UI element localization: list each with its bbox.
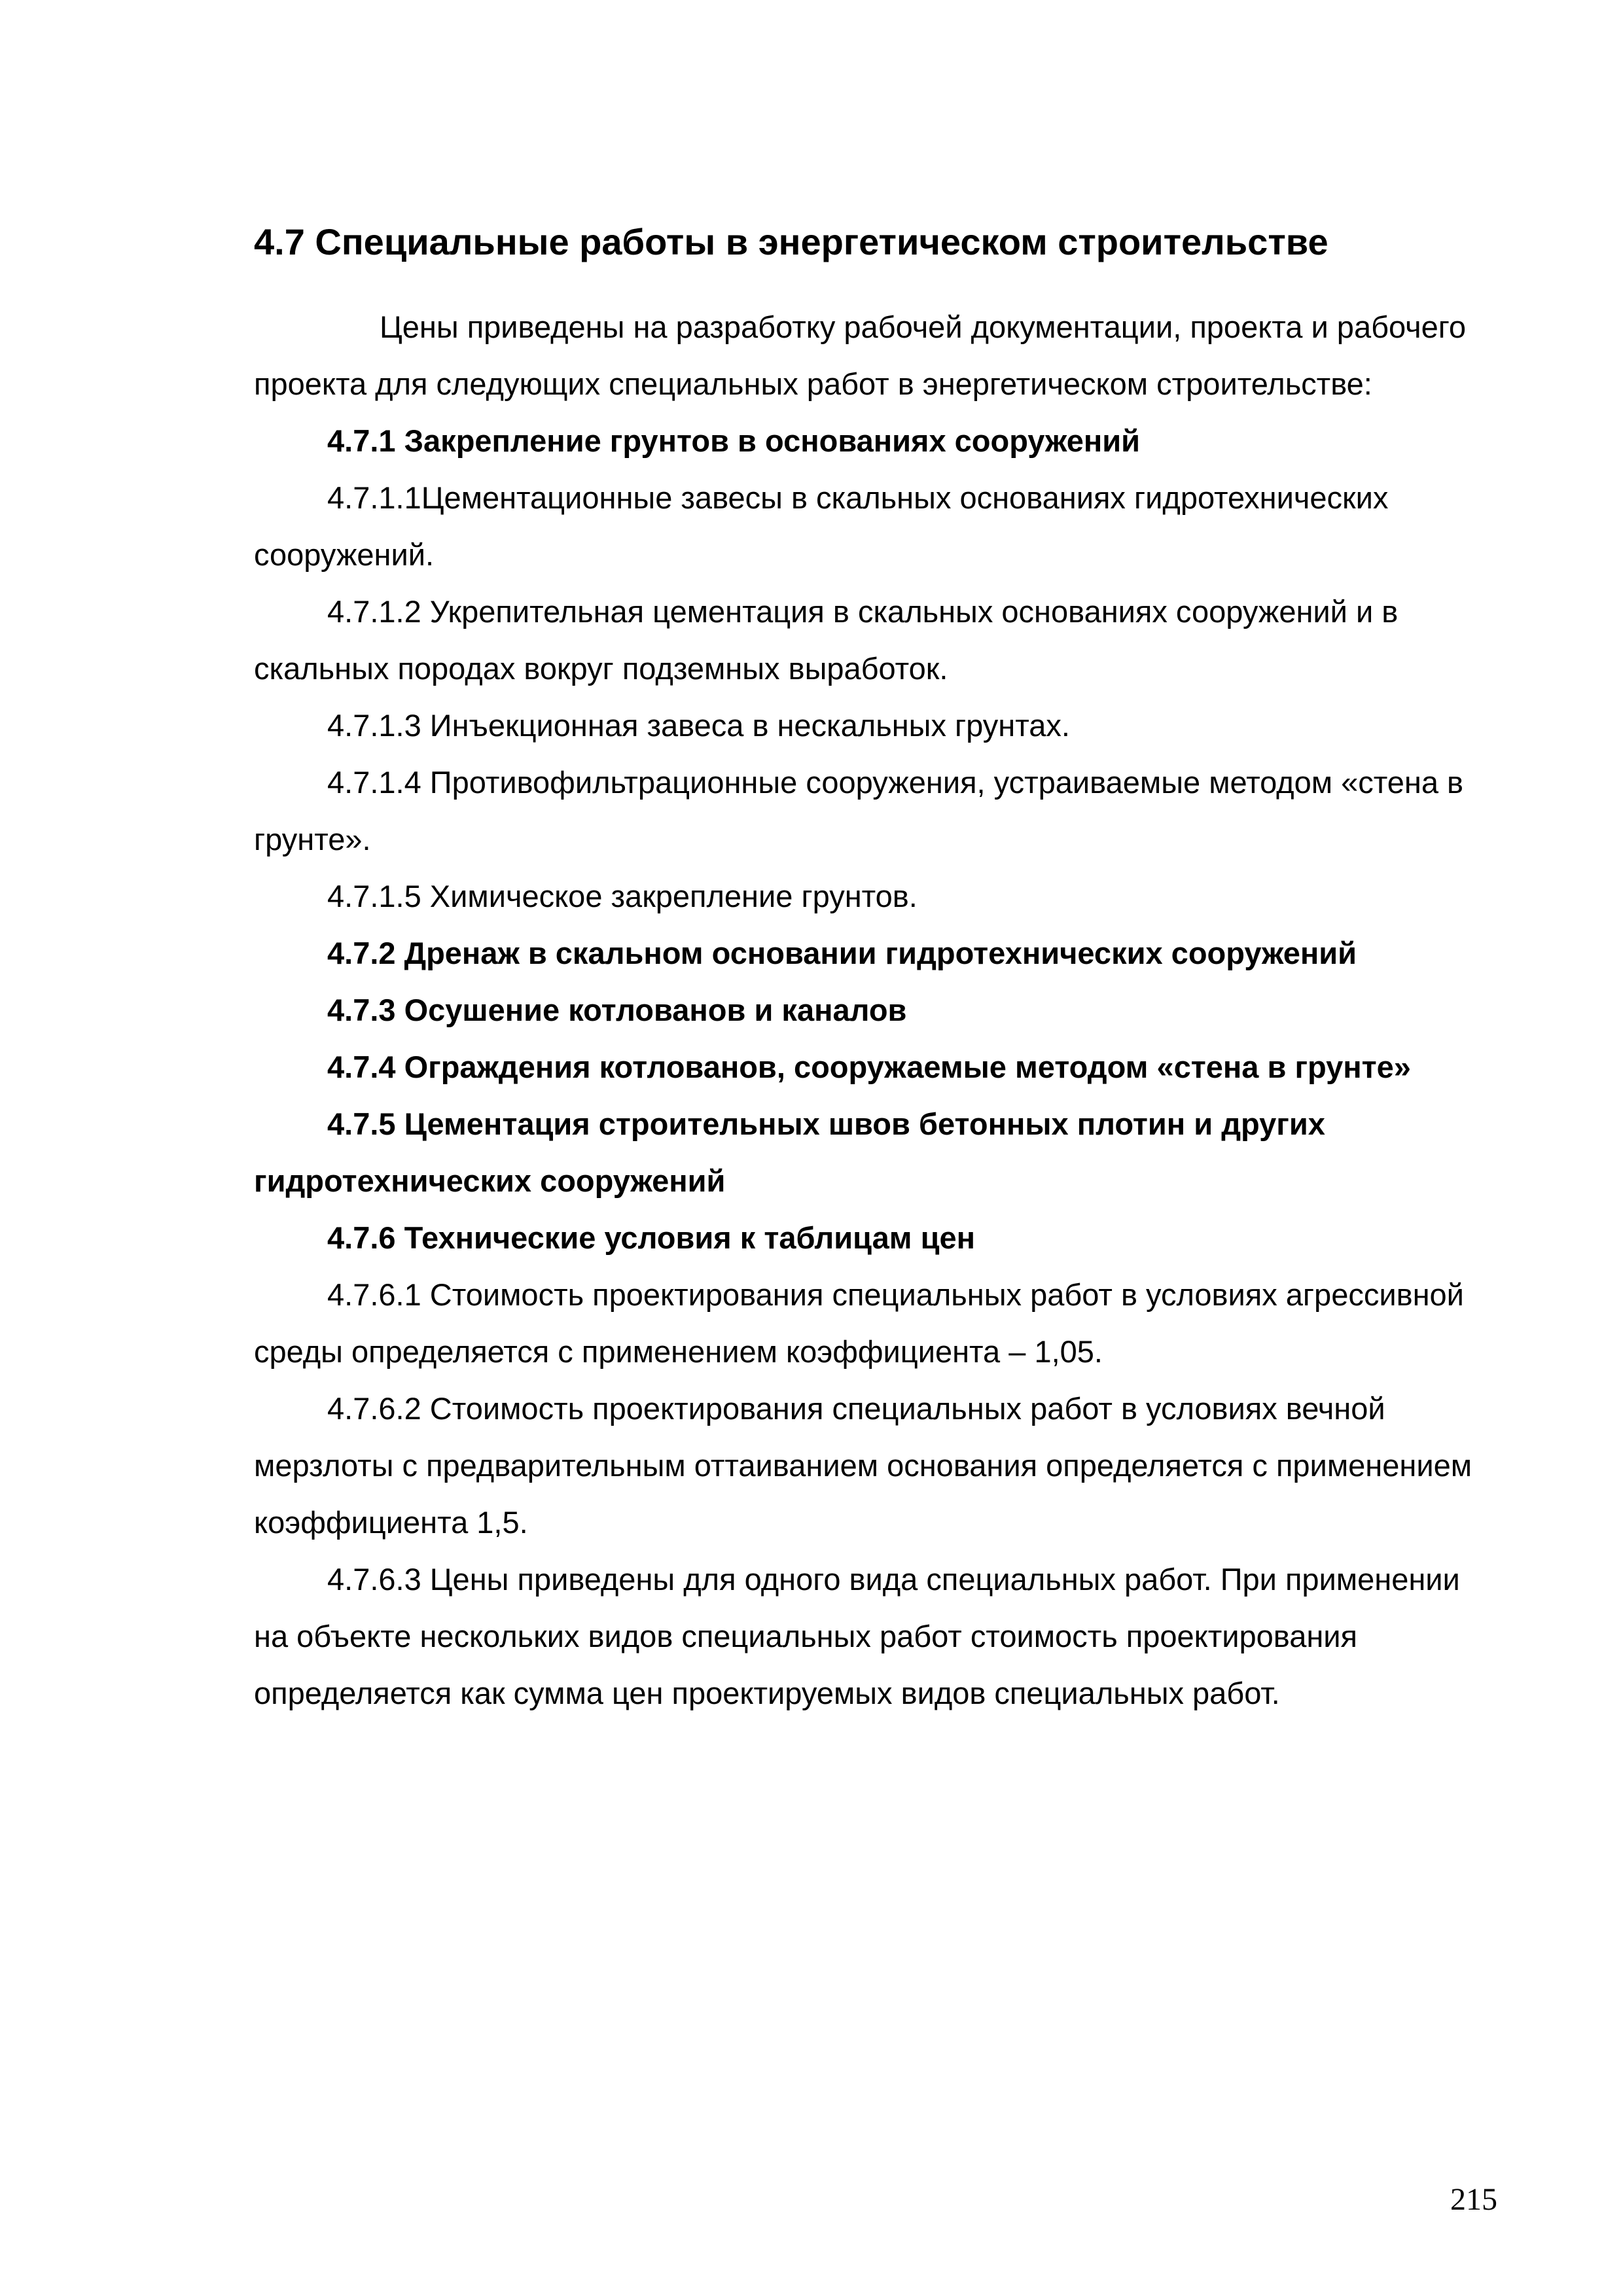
- item-4-7-6-2: 4.7.6.2 Стоимость проектирования специальных работ в условиях вечной мерзлоты с предварительным оттаиванием основания определяется с применением коэффициента 1,5.: [254, 1391, 1472, 1540]
- subsection-heading-4-7-5: 4.7.5 Цементация строительных швов бетонных плотин и других гидротехнических сооружений: [254, 1106, 1325, 1198]
- subsection-heading-4-7-1: 4.7.1 Закрепление грунтов в основаниях сооружений: [327, 423, 1141, 458]
- subsection-heading-4-7-3: 4.7.3 Осушение котлованов и каналов: [327, 993, 907, 1027]
- item-4-7-1-4: 4.7.1.4 Противофильтрационные сооружения, устраиваемые методом «стена в грунте».: [254, 765, 1464, 857]
- item-4-7-6-1: 4.7.6.1 Стоимость проектирования специальных работ в условиях агрессивной среды определяется с применением коэффициента – 1,05.: [254, 1277, 1464, 1369]
- item-4-7-6-3: 4.7.6.3 Цены приведены для одного вида специальных работ. При применении на объекте нескольких видов специальных работ стоимость проектирования определяется как сумма цен проектируемых видов специальных работ.: [254, 1562, 1460, 1710]
- page-content: [254, 216, 1484, 1722]
- item-4-7-1-1: 4.7.1.1Цементационные завесы в скальных основаниях гидротехнических сооружений.: [254, 480, 1389, 572]
- subsection-heading-4-7-2: 4.7.2 Дренаж в скальном основании гидротехнических сооружений: [327, 936, 1357, 970]
- item-4-7-1-2: 4.7.1.2 Укрепительная цементация в скальных основаниях сооружений и в скальных породах вокруг подземных выработок.: [254, 594, 1399, 686]
- item-4-7-1-5: 4.7.1.5 Химическое закрепление грунтов.: [327, 879, 918, 913]
- subsection-heading-4-7-4: 4.7.4 Ограждения котлованов, сооружаемые методом «стена в грунте»: [327, 1050, 1411, 1084]
- item-4-7-1-3: 4.7.1.3 Инъекционная завеса в нескальных грунтах.: [327, 708, 1070, 743]
- page-number: 215: [1450, 2182, 1497, 2217]
- intro-paragraph: Цены приведены на разработку рабочей документации, проекта и рабочего проекта для следующих специальных работ в энергетическом строительстве:: [254, 309, 1466, 401]
- subsection-heading-4-7-6: 4.7.6 Технические условия к таблицам цен: [327, 1220, 975, 1255]
- section-title: 4.7 Специальные работы в энергетическом строительстве: [254, 221, 1329, 262]
